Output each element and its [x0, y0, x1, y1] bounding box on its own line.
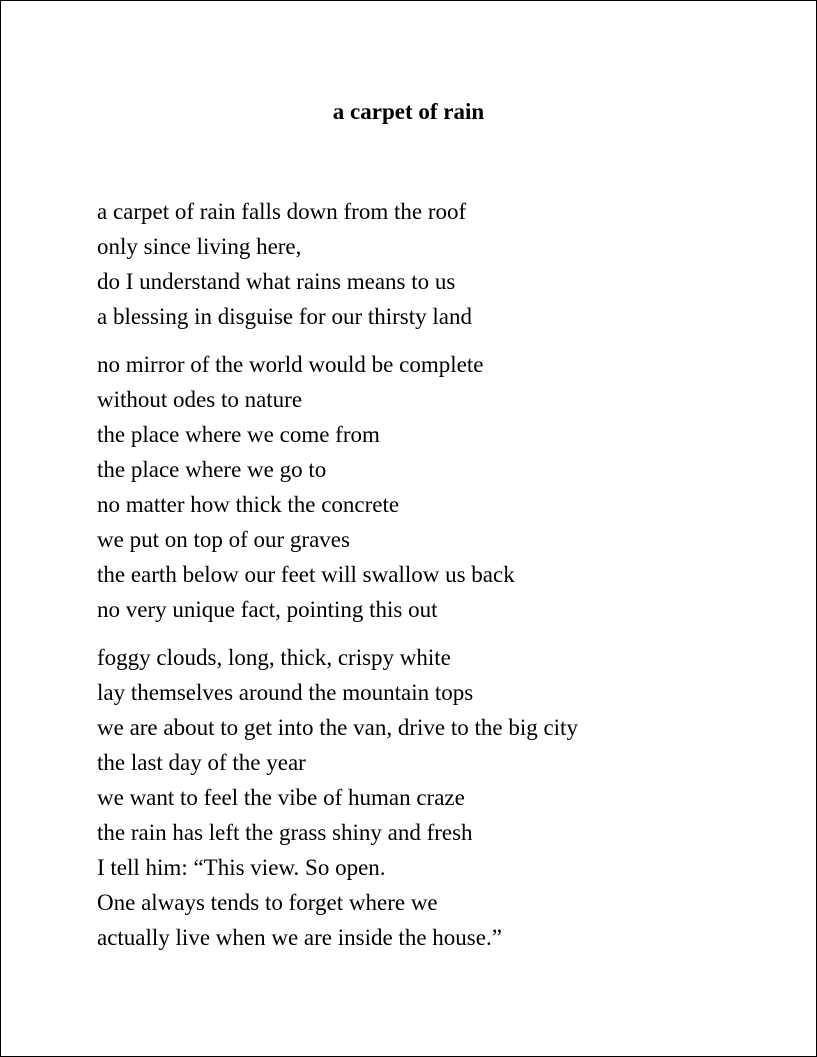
- poem-line: a carpet of rain falls down from the roof: [97, 199, 467, 224]
- poem-line: the place where we come from: [97, 422, 380, 447]
- poem-line: the place where we go to: [97, 457, 327, 482]
- poem-line: we put on top of our graves: [97, 527, 350, 552]
- poem-title: a carpet of rain: [332, 99, 485, 124]
- poem-body: [97, 194, 777, 955]
- poem-line: do I understand what rains means to us: [97, 269, 456, 294]
- poem-line: the earth below our feet will swallow us back: [97, 562, 515, 587]
- poem-line: foggy clouds, long, thick, crispy white: [97, 645, 451, 670]
- stanza: [97, 194, 777, 334]
- poem-line: lay themselves around the mountain tops: [97, 680, 474, 705]
- poem-line: actually live when we are inside the house.”: [97, 925, 502, 950]
- poem-line: the rain has left the grass shiny and fresh: [97, 820, 473, 845]
- poem-line: no very unique fact, pointing this out: [97, 597, 438, 622]
- poem-line: One always tends to forget where we: [97, 890, 438, 915]
- poem-line: no matter how thick the concrete: [97, 492, 400, 517]
- poem-line: a blessing in disguise for our thirsty land: [97, 304, 472, 329]
- poem-line: the last day of the year: [97, 750, 306, 775]
- stanza: [97, 640, 777, 955]
- poem-line: without odes to nature: [97, 387, 303, 412]
- poem-line: I tell him: “This view. So open.: [97, 855, 386, 880]
- poem-line: we are about to get into the van, drive to the big city: [97, 715, 578, 740]
- poem-line: only since living here,: [97, 234, 302, 259]
- stanza: [97, 347, 777, 627]
- poem-line: we want to feel the vibe of human craze: [97, 785, 465, 810]
- poem-line: no mirror of the world would be complete: [97, 352, 484, 377]
